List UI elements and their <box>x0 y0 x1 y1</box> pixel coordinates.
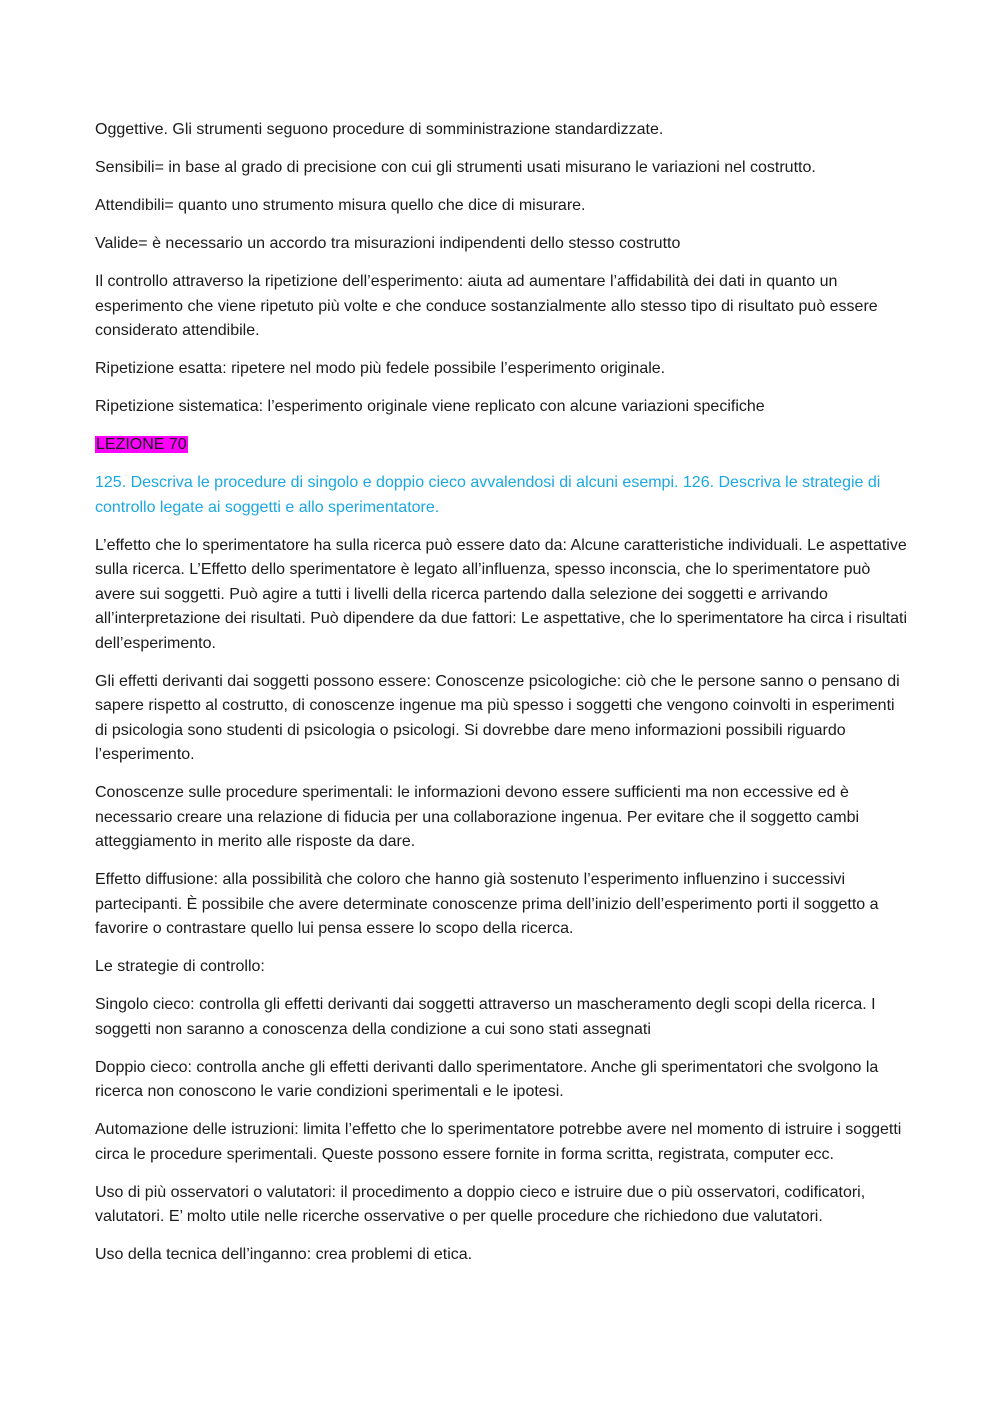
paragraph-doppio-cieco: Doppio cieco: controlla anche gli effetti derivanti dallo sperimentatore. Anche gli sperimentatori che svolgono la ricerca non conoscono le varie condizioni sperimentali e le ipotesi. <box>95 1058 879 1100</box>
paragraph-strategie-controllo: Le strategie di controllo: <box>95 958 265 975</box>
paragraph-sensibili: Sensibili= in base al grado di precisione con cui gli strumenti usati misurano le variazioni nel costrutto. <box>95 159 816 176</box>
paragraph-tecnica-inganno: Uso della tecnica dell’inganno: crea problemi di etica. <box>95 1246 473 1263</box>
paragraph-oggettive: Oggettive. Gli strumenti seguono procedure di somministrazione standardizzate. <box>95 121 664 138</box>
lesson-heading-block <box>95 433 907 458</box>
paragraph-effetti-soggetti: Gli effetti derivanti dai soggetti possono essere: Conoscenze psicologiche: ciò che le persone sanno o pensano di sapere rispetto al costrutto, di conoscenze ingenue ma più spesso i soggetti che vengono coinvolti in esperimenti di psicologia sono studenti di psicologia o psicologi. Si dovrebbe dare meno informazioni possibili riguardo l’esperimento. <box>95 672 900 763</box>
paragraph-automazione-istruzioni: Automazione delle istruzioni: limita l’effetto che lo sperimentatore potrebbe avere nel momento di istruire i soggetti circa le procedure sperimentali. Queste possono essere fornite in forma scritta, registrata, computer ecc. <box>95 1121 902 1163</box>
document-page <box>95 118 907 1281</box>
paragraph-effetto-diffusione: Effetto diffusione: alla possibilità che coloro che hanno già sostenuto l’esperimento influenzino i successivi partecipanti. È possibile che avere determinate conoscenze prima dell’inizio dell’esperimento porti il soggetto a favorire o contrastare quello lui pensa essere lo scopo della ricerca. <box>95 871 879 937</box>
paragraph-singolo-cieco: Singolo cieco: controlla gli effetti derivanti dai soggetti attraverso un mascheramento degli scopi della ricerca. I soggetti non saranno a conoscenza della condizione a cui sono stati assegnati <box>95 996 876 1038</box>
paragraph-controllo-ripetizione: Il controllo attraverso la ripetizione dell’esperimento: aiuta ad aumentare l’affidabilità dei dati in quanto un esperimento che viene ripetuto più volte e che conduce sostanzialmente allo stesso tipo di risultato può essere considerato attendibile. <box>95 273 878 339</box>
question-text: 125. Descriva le procedure di singolo e doppio cieco avvalendosi di alcuni esempi. 126. Descriva le strategie di controllo legate ai soggetti e allo sperimentatore. <box>95 474 881 516</box>
paragraph-conoscenze-procedure: Conoscenze sulle procedure sperimentali: le informazioni devono essere sufficienti ma non eccessive ed è necessario creare una relazione di fiducia per una collaborazione ingenua. Per evitare che il soggetto cambi atteggiamento in merito alle risposte da dare. <box>95 784 860 850</box>
paragraph-ripetizione-esatta: Ripetizione esatta: ripetere nel modo più fedele possibile l’esperimento originale. <box>95 360 666 377</box>
paragraph-piu-osservatori: Uso di più osservatori o valutatori: il procedimento a doppio cieco e istruire due o più osservatori, codificatori, valutatori. E’ molto utile nelle ricerche osservative o per quelle procedure che richiedono due valutatori. <box>95 1183 866 1225</box>
paragraph-effetto-sperimentatore: L’effetto che lo sperimentatore ha sulla ricerca può essere dato da: Alcune caratteristiche individuali. Le aspettative sulla ricerca. L’Effetto dello sperimentatore è legato all’influenza, spesso inconscia, che lo sperimentatore può avere sui soggetti. Può agire a tutti i livelli della ricerca partendo dalla selezione dei soggetti e arrivando all’interpretazione dei risultati. Può dipendere da due fattori: Le aspettative, che lo sperimentatore ha circa i risultati dell’esperimento. <box>95 536 908 652</box>
paragraph-ripetizione-sistematica: Ripetizione sistematica: l’esperimento originale viene replicato con alcune variazioni specifiche <box>95 398 765 415</box>
paragraph-attendibili: Attendibili= quanto uno strumento misura quello che dice di misurare. <box>95 197 586 214</box>
paragraph-valide: Valide= è necessario un accordo tra misurazioni indipendenti dello stesso costrutto <box>95 235 681 252</box>
lesson-heading: LEZIONE 70 <box>96 436 187 453</box>
